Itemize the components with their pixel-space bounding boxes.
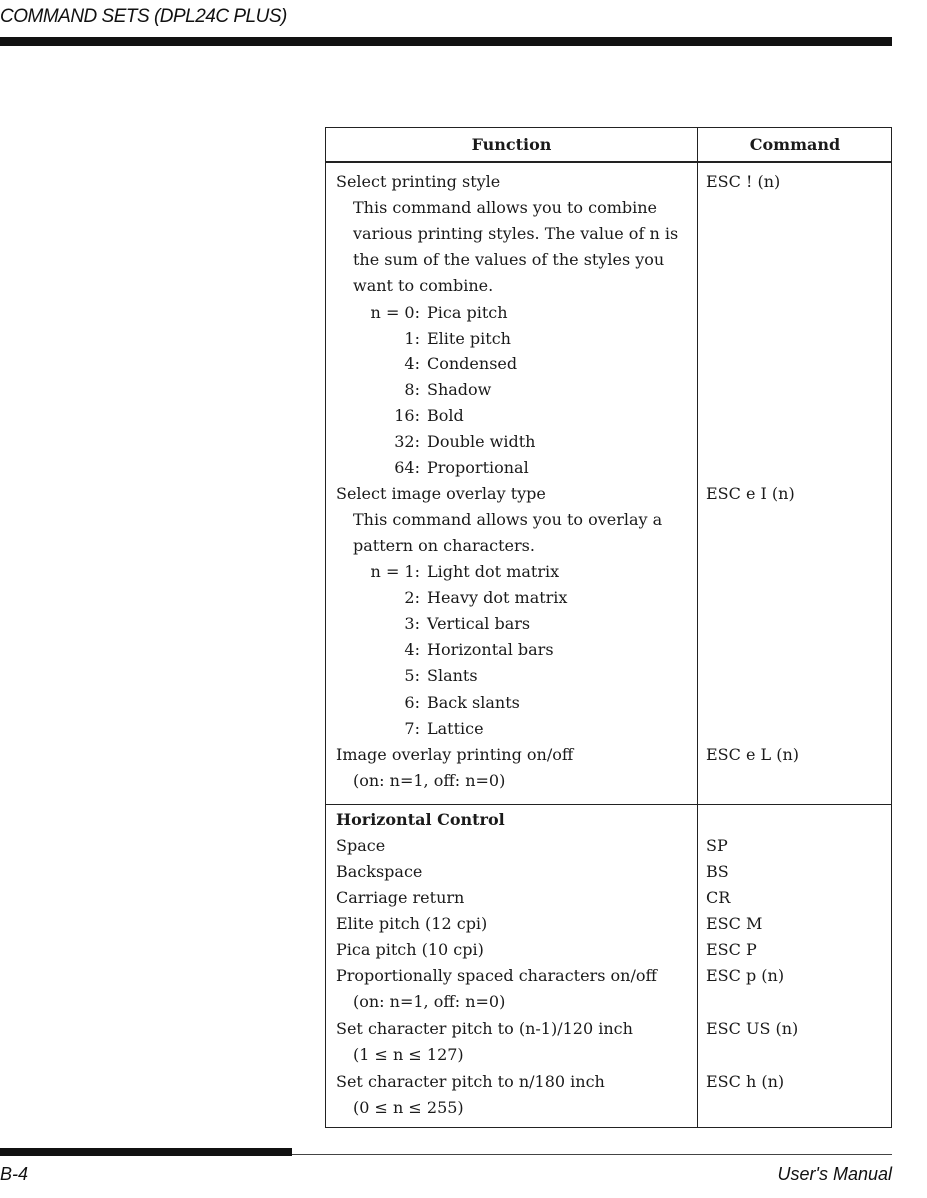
function-title: Image overlay printing on/off	[336, 745, 574, 764]
option-label: Proportional	[427, 458, 529, 477]
function-title: Pica pitch (10 cpi)	[336, 940, 484, 959]
option-value: 64:	[394, 458, 420, 477]
parameter-note: (0 ≤ n ≤ 255)	[353, 1098, 464, 1117]
function-title: Space	[336, 836, 386, 855]
option-label: Slants	[427, 666, 478, 685]
option-value: 1:	[404, 329, 420, 348]
option-value: 7:	[404, 719, 420, 738]
command-code: BS	[706, 862, 729, 881]
command-code: ESC P	[706, 940, 757, 959]
option-value: 3:	[404, 614, 420, 633]
function-title: Set character pitch to (n-1)/120 inch	[336, 1019, 633, 1038]
option-value: 32:	[394, 432, 420, 451]
option-label: Elite pitch	[427, 329, 511, 348]
option-label: Condensed	[427, 354, 518, 373]
option-value: 8:	[404, 380, 420, 399]
option-value: 4:	[404, 354, 420, 373]
function-title: Backspace	[336, 862, 423, 881]
option-value: n = 1:	[370, 562, 420, 581]
description-line: pattern on characters.	[353, 536, 535, 555]
section-divider	[326, 804, 891, 805]
header-row-rule	[326, 161, 891, 163]
command-code: ESC ! (n)	[706, 172, 781, 191]
option-value: 16:	[394, 406, 420, 425]
section-heading: Horizontal Control	[336, 810, 505, 829]
description-line: the sum of the values of the styles you	[353, 250, 665, 269]
description-line: various printing styles. The value of n is	[353, 224, 679, 243]
footer-rule	[292, 1154, 892, 1155]
option-label: Light dot matrix	[427, 562, 560, 581]
option-value: n = 0:	[370, 303, 420, 322]
column-divider	[697, 128, 698, 1127]
option-label: Vertical bars	[427, 614, 531, 633]
option-value: 2:	[404, 588, 420, 607]
option-label: Bold	[427, 406, 464, 425]
option-label: Horizontal bars	[427, 640, 554, 659]
command-code: ESC e I (n)	[706, 484, 795, 503]
column-header-function: Function	[471, 135, 552, 154]
option-value: 4:	[404, 640, 420, 659]
option-label: Lattice	[427, 719, 484, 738]
footer-bar	[0, 1148, 292, 1156]
function-title: Carriage return	[336, 888, 465, 907]
option-value: 5:	[404, 666, 420, 685]
function-title: Elite pitch (12 cpi)	[336, 914, 488, 933]
command-code: ESC h (n)	[706, 1072, 785, 1091]
command-code: SP	[706, 836, 728, 855]
manual-title: User's Manual	[777, 1164, 892, 1184]
function-title: Select image overlay type	[336, 484, 546, 503]
parameter-note: (on: n=1, off: n=0)	[353, 992, 506, 1011]
header-rule	[0, 37, 892, 46]
command-table	[325, 127, 892, 1128]
function-title: Select printing style	[336, 172, 501, 191]
description-line: This command allows you to overlay a	[353, 510, 663, 529]
command-code: ESC p (n)	[706, 966, 785, 985]
command-code: CR	[706, 888, 731, 907]
column-header-command: Command	[749, 135, 841, 154]
command-code: ESC US (n)	[706, 1019, 799, 1038]
option-label: Heavy dot matrix	[427, 588, 568, 607]
option-label: Pica pitch	[427, 303, 508, 322]
parameter-note: (1 ≤ n ≤ 127)	[353, 1045, 464, 1064]
option-value: 6:	[404, 693, 420, 712]
page-number: B-4	[0, 1164, 29, 1184]
option-label: Double width	[427, 432, 536, 451]
description-line: This command allows you to combine	[353, 198, 658, 217]
description-line: want to combine.	[353, 276, 494, 295]
function-title: Set character pitch to n/180 inch	[336, 1072, 605, 1091]
function-title: Proportionally spaced characters on/off	[336, 966, 657, 985]
option-label: Shadow	[427, 380, 492, 399]
option-label: Back slants	[427, 693, 520, 712]
command-code: ESC M	[706, 914, 763, 933]
parameter-note: (on: n=1, off: n=0)	[353, 771, 506, 790]
page-header-title: COMMAND SETS (DPL24C PLUS)	[0, 6, 287, 27]
command-code: ESC e L (n)	[706, 745, 800, 764]
